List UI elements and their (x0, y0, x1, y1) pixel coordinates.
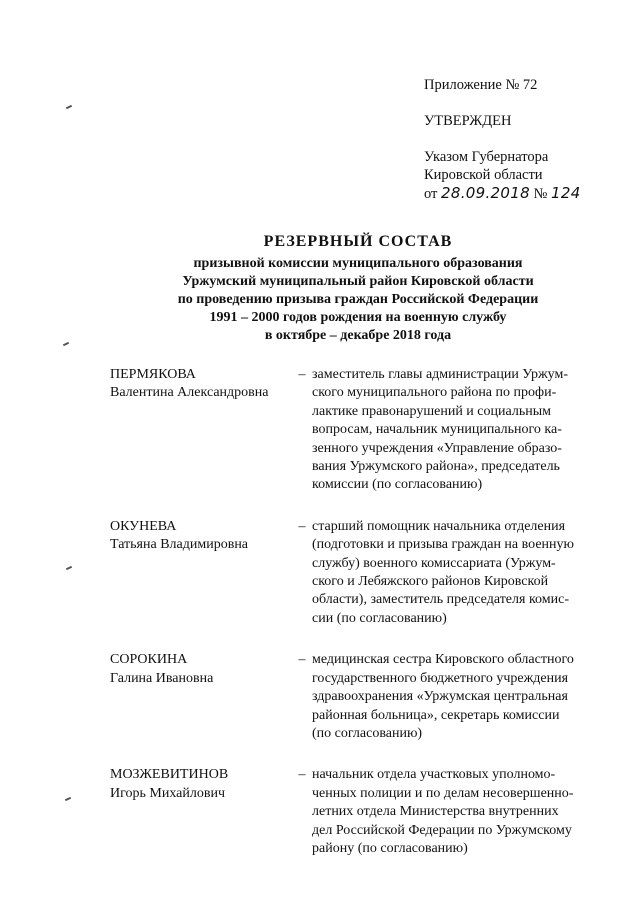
member-dash: – (298, 652, 306, 668)
role-line: ского и Лебяжского районов Кировской (312, 574, 549, 590)
handwritten-number: 124 (551, 184, 581, 202)
role-line: начальник отдела участковых уполномо- (312, 767, 556, 783)
member-name (110, 651, 292, 743)
title-line-1: призывной комиссии муниципального образования (193, 256, 523, 271)
role-line: (подготовки и призыва граждан на военную (312, 537, 574, 553)
member-given-names: Галина Ивановна (110, 670, 214, 686)
member-role (312, 651, 600, 743)
role-line: районная больница», секретарь комиссии (312, 707, 560, 723)
title-line-4: 1991 – 2000 годов рождения на военную службу (209, 310, 507, 325)
member-role (312, 366, 600, 495)
member-list (110, 366, 600, 881)
title-main: РЕЗЕРВНЫЙ СОСТАВ (263, 233, 453, 250)
role-line: комиссии (по согласованию) (312, 477, 483, 493)
role-line: медицинская сестра Кировского областного (312, 652, 574, 668)
member-name (110, 766, 292, 858)
approval-block (424, 76, 624, 203)
member-dash: – (298, 518, 306, 534)
role-line: старший помощник начальника отделения (312, 518, 566, 534)
member-entry (110, 766, 600, 858)
role-line: заместитель главы администрации Уржум- (312, 367, 568, 382)
role-line: области), заместитель председателя комис- (312, 592, 569, 608)
title-line-2: Уржумский муниципальный район Кировской области (182, 274, 534, 289)
scan-mark (63, 342, 69, 346)
member-surname: ОКУНЕВА (110, 518, 177, 534)
role-line: району (по согласованию) (312, 840, 468, 856)
title-line-5: в октябре – декабре 2018 года (264, 328, 452, 343)
role-line: зенного учреждения «Управление образо- (312, 440, 562, 456)
member-name (110, 518, 292, 628)
member-entry (110, 518, 600, 628)
role-line: лактике правонарушений и социальным (312, 403, 551, 419)
scan-mark (66, 105, 72, 109)
scan-mark (66, 566, 72, 570)
member-entry (110, 651, 600, 743)
scan-mark (65, 797, 71, 801)
approved-stamp-text: УТВЕРЖДЕН (424, 113, 512, 129)
role-line: вания Уржумского района», председатель (312, 459, 560, 475)
member-name (110, 366, 292, 495)
member-given-names: Татьяна Владимировна (110, 537, 249, 553)
role-line: здравоохранения «Уржумская центральная (312, 689, 568, 705)
member-given-names: Валентина Александровна (110, 385, 269, 401)
decree-line-2: Кировской области (424, 167, 543, 183)
member-dash: – (298, 367, 306, 382)
member-surname: СОРОКИНА (110, 652, 188, 668)
member-surname: МОЗЖЕВИТИНОВ (110, 767, 229, 783)
appendix-number: Приложение № 72 (424, 77, 538, 93)
document-title (100, 232, 616, 345)
member-surname: ПЕРМЯКОВА (110, 367, 196, 382)
decree-date-line (424, 184, 624, 203)
member-role (312, 518, 600, 628)
role-line: дел Российской Федерации по Уржумскому (312, 822, 572, 838)
role-line: вопросам, начальник муниципального ка- (312, 422, 562, 438)
role-line: ского муниципального района по профи- (312, 385, 557, 401)
member-role (312, 766, 600, 858)
role-line: сии (по согласованию) (312, 610, 447, 626)
role-line: летних отдела Министерства внутренних (312, 804, 559, 820)
date-prefix: от (424, 186, 438, 202)
number-sign: № (533, 186, 548, 202)
member-given-names: Игорь Михайлович (110, 785, 225, 801)
title-line-3: по проведению призыва граждан Российской Федерации (177, 292, 539, 307)
member-dash: – (298, 767, 306, 783)
role-line: службу) военного комиссариата (Уржум- (312, 555, 556, 571)
role-line: ченных полиции и по делам несовершенно- (312, 785, 574, 801)
role-line: (по согласованию) (312, 725, 423, 741)
role-line: государственного бюджетного учреждения (312, 670, 569, 686)
decree-line-1: Указом Губернатора (424, 149, 549, 165)
handwritten-date: 28.09.2018 (441, 184, 530, 202)
member-entry (110, 366, 600, 495)
